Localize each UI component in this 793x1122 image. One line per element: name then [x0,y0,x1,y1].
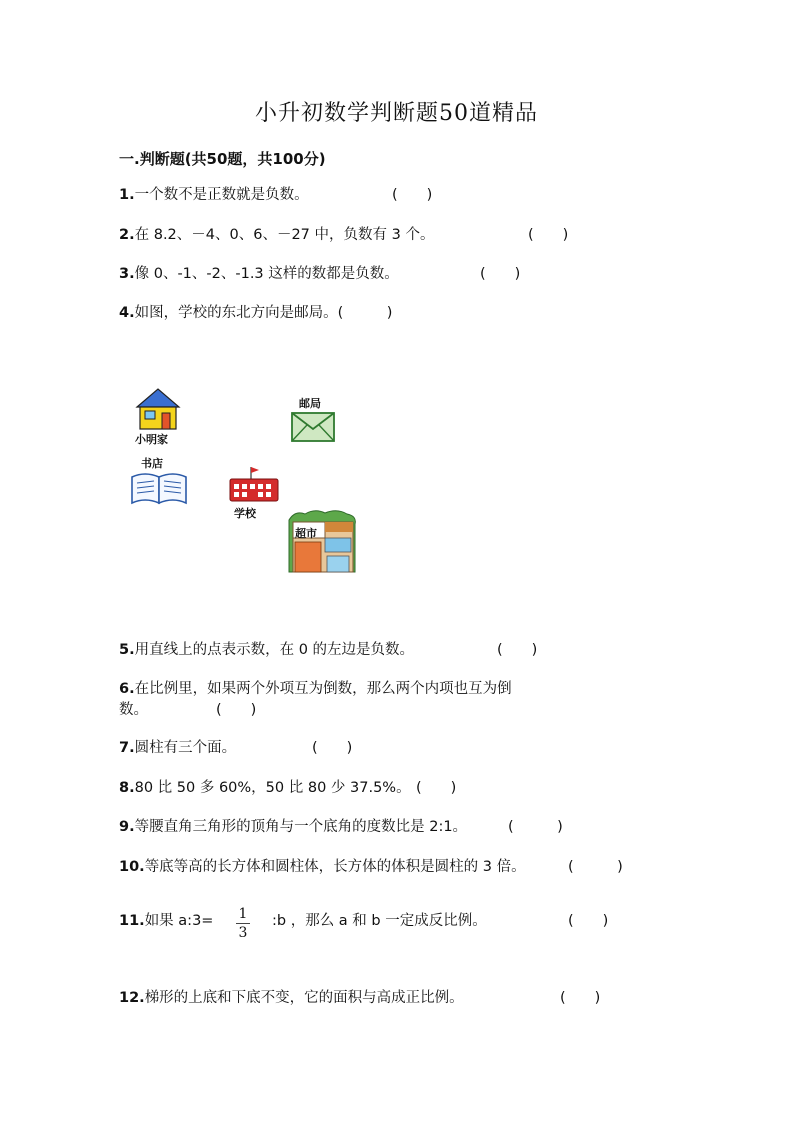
question-3 [119,264,399,284]
question-text: 一个数不是正数就是负数。 [134,187,309,203]
question-number: 9. [119,819,135,835]
house-icon [135,387,181,431]
map-label-home: 小明家 [135,433,168,446]
question-text: 圆柱有三个面。 [134,740,237,756]
answer-paren[interactable]: ( ) [312,740,353,756]
question-7 [119,738,236,758]
question-5 [119,640,414,660]
question-11-text-after: :b ，那么 a 和 b 一定成反比例。 [272,913,487,929]
question-text: 用直线上的点表示数，在 0 的左边是负数。 [134,642,415,658]
question-number: 8. [119,780,135,796]
fraction-numerator: 1 [238,906,248,922]
question-number: 7. [119,740,135,756]
question-text: 等底等高的长方体和圆柱体，长方体的体积是圆柱的 3 倍。 [144,859,526,875]
question-4 [119,303,392,323]
question-1 [119,185,309,205]
question-6-continued: 数。 [119,702,148,718]
answer-paren[interactable]: ( ) [497,642,538,658]
map-figure [125,385,365,580]
question-text: 等腰直角三角形的顶角与一个底角的度数比是 2:1。 [134,819,468,835]
page-title: 小升初数学判断题50道精品 [255,101,538,126]
fraction-denominator: 3 [238,925,248,941]
answer-paren[interactable]: ( ) [480,266,521,282]
book-icon [129,471,189,507]
question-11 [119,911,213,931]
question-8 [119,778,411,798]
question-text: 如图，学校的东北方向是邮局。 [134,305,338,321]
map-label-supermarket: 超市 [295,527,317,540]
question-text: 在比例里，如果两个外项互为倒数，那么两个内项也互为倒 [134,681,512,697]
question-10 [119,857,526,877]
question-2 [119,225,434,245]
section-heading: 一.判断题(共50题，共100分) [119,150,326,168]
question-number: 10. [119,859,145,875]
question-9 [119,817,467,837]
question-6 [119,679,512,699]
question-number: 1. [119,187,135,203]
question-number: 5. [119,642,135,658]
answer-paren[interactable]: ( ) [508,819,563,835]
school-icon [228,465,280,505]
question-number: 4. [119,305,135,321]
question-text: 像 0、-1、-2、-1.3 这样的数都是负数。 [134,266,399,282]
fraction-bar [236,923,250,924]
answer-paren[interactable]: ( ) [568,913,609,929]
question-12 [119,988,464,1008]
question-text: 如果 a:3= [144,913,214,929]
question-number: 2. [119,227,135,243]
supermarket-icon [285,508,359,574]
answer-paren[interactable]: ( ) [568,859,623,875]
map-label-bookstore: 书店 [141,457,163,470]
answer-paren[interactable]: ( ) [392,187,433,203]
map-label-school: 学校 [234,507,256,520]
answer-paren[interactable]: ( ) [416,780,457,796]
answer-paren[interactable]: ( ) [216,702,257,718]
question-text: 80 比 50 多 60%，50 比 80 少 37.5%。 [134,780,411,796]
answer-paren[interactable]: ( ) [337,305,393,321]
question-number: 11. [119,913,145,929]
question-number: 12. [119,990,145,1006]
question-number: 3. [119,266,135,282]
question-text: 梯形的上底和下底不变，它的面积与高成正比例。 [144,990,464,1006]
question-number: 6. [119,681,135,697]
map-label-post-office: 邮局 [299,397,321,410]
fraction [236,906,250,941]
envelope-icon [291,412,335,442]
question-text: 在 8.2、－4、0、6、－27 中，负数有 3 个。 [134,227,435,243]
answer-paren[interactable]: ( ) [560,990,601,1006]
answer-paren[interactable]: ( ) [528,227,569,243]
